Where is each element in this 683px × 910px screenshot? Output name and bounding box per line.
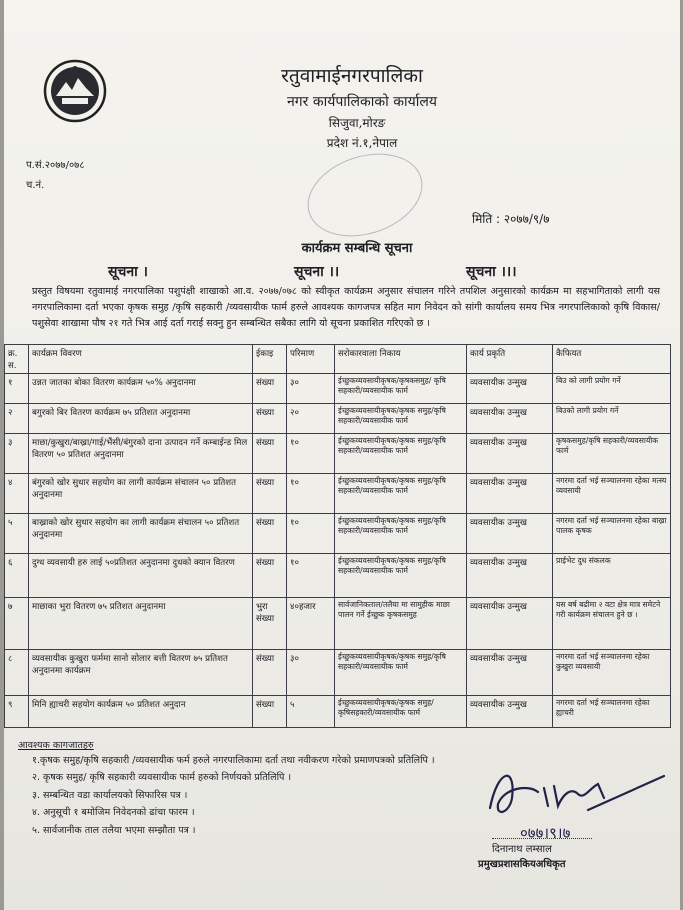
notice-document [4,0,680,910]
list-item: १.कृषक समुह/कृषि सहकारी /व्यवसायीक फर्म हरुले नगरपालिकामा दर्ता तथा नवीकरण गरेको प्रमाणपत्रको प्रतिलिपि । [32,755,435,766]
program-cell: दुग्ध व्यवसायी हरु लाई ५०प्रतिशत अनुदानमा दुधको क्यान वितरण [29,554,253,598]
serial-cell: ३ [5,434,29,474]
column-header: क्र. स. [5,345,29,374]
stakeholder-cell: ईच्छुकव्यवसायीकृषक/कृषकसमुह/ कृषि सहकारी/व्यवसायीक फार्म [335,374,467,404]
serial-cell: ७ [5,598,29,650]
column-header: कैफियत [553,345,671,374]
column-header: सरोकारवाला निकाय [335,345,467,374]
notice-subject: कार्यक्रम सम्बन्धि सूचना [301,241,413,256]
unit-cell: संख्या [253,650,287,696]
serial-cell: ४ [5,474,29,514]
table-row [5,374,671,404]
nature-cell: व्यवसायीक उन्मुख [467,474,553,514]
quantity-cell: १० [287,554,335,598]
unit-cell: संख्या [253,374,287,404]
column-header: ईकाइ [253,345,287,374]
serial-cell: २ [5,404,29,434]
unit-cell: संख्या [253,474,287,514]
table-row [5,434,671,474]
requirements-list [32,752,435,839]
quantity-cell: २० [287,404,335,434]
quantity-cell: १० [287,514,335,554]
table-row [5,598,671,650]
remark-cell: नगरमा दर्ता भई सञ्चालनमा रहेका बाख्रा पालक कृषक [553,514,671,554]
program-cell: उन्नत जातका बोका वितरण कार्यक्रम ५०% अनुदानमा [29,374,253,404]
stakeholder-cell: ईच्छुकव्यवसायीकृषक/कृषक समुह/कृषि सहकारी/व्यवसायीक फार्म [335,554,467,598]
stakeholder-cell: ईच्छुकव्यवसायीकृषक/कृषक समुह/कृषि सहकारी/व्यवसायीक फार्म [335,650,467,696]
remark-cell: नगरमा दर्ता भई सञ्चालनमा रहेका ह्याचरी [553,696,671,728]
stakeholder-cell: ईच्छुकव्यवसायीकृषक/कृषक समुह/कृषि सहकारी/व्यवसायीक फार्म [335,404,467,434]
column-header: कार्यक्रम विवरण [29,345,253,374]
serial-cell: ९ [5,696,29,728]
unit-cell: संख्या [253,554,287,598]
signature [468,748,668,848]
serial-cell: ६ [5,554,29,598]
handwritten-date: ०७७।९।७ [520,824,571,842]
program-cell: बगुरको बिर वितरण कार्यक्रम ७५ प्रतिशत अनुदानमा [29,404,253,434]
column-header: परिमाण [287,345,335,374]
notice-word-2: सूचना ।। [294,264,340,280]
list-item: ४. अनुसूची १ बमोजिम निवेदनको ढांचा फारम । [32,807,195,819]
nature-cell: व्यवसायीक उन्मुख [467,404,553,434]
program-table [4,344,671,728]
notice-word-1: सूचना । [108,264,148,280]
table-row [5,650,671,696]
stakeholder-cell: ईच्छुकव्यवसायीकृषक/कृषक समुह/कृषिसहकारी/व्यवसायीक फार्म [335,696,467,728]
unit-cell: संख्या [253,404,287,434]
remark-cell: प्राईभेट दुध संकलक [553,554,671,598]
program-cell: माछाका भुरा वितरण ७५ प्रतिशत अनुदानमा [29,598,253,650]
unit-cell: भुरा संख्या [253,598,287,650]
quantity-cell: १० [287,434,335,474]
stakeholder-cell: सार्वजानिकताल/तलैया मा सामुहीक माछा पालन गर्ने ईच्छुक कृषकसमुह [335,598,467,650]
nature-cell: व्यवसायीक उन्मुख [467,650,553,696]
quantity-cell: ३० [287,374,335,404]
table-row [5,404,671,434]
table-row [5,514,671,554]
quantity-cell: ३० [287,650,335,696]
remark-cell: नगरमा दर्ता भई सञ्चालनमा रहेका मत्स्य व्यवसायी [553,474,671,514]
office-name: नगर कार्यपालिकाको कार्यालय [287,94,437,110]
reference-block [26,156,85,196]
notice-word-3: सूचना ।।। [466,264,517,280]
unit-cell: संख्या [253,514,287,554]
remark-cell: बिउको लागी प्रयोग गर्ने [553,404,671,434]
table-row [5,474,671,514]
office-location: सिजुवा,मोरङ [328,116,386,130]
table-header-row [5,345,671,374]
office-stamp [297,140,433,251]
remark-cell: बिउ को लागी प्रयोग गर्ने [553,374,671,404]
quantity-cell: ५ [287,696,335,728]
notice-body: प्रस्तुत विषयमा रतुवामाई नगरपालिका पशुपंक्षी शाखाको आ.व. २०७७/०७८ को स्वीकृत कार्यक्रम अनुसार संचालन गरिने तपशिल अनुसारको कार्यक्रम मा सहभागिताको लागी यस नगरपालिकामा दर्ता भएका कृषक समुह /कृषि सहकारी /व्यवसायीक फार्म हरुले आवश्यक कागजपत्र सहित माग निवेदन को सांगी कार्यालय समय भित्र नगरपालिकाको कृषि विकास/पशुसेवा शाखामा पौष २१ गते भित्र आई दर्ता गराई सक्नु हुन सम्बन्धित सबैका लागि यो सूचना प्रकाशित गरिएको छ । [32,286,660,329]
list-item: ५. सार्वजानीक ताल तलैया भएमा सम्झौता पत्र । [32,824,196,836]
nature-cell: व्यवसायीक उन्मुख [467,434,553,474]
serial-cell: ८ [5,650,29,696]
quantity-cell: ४०हजार [287,598,335,650]
stakeholder-cell: ईच्छुकव्यवसायीकृषक/कृषक समुह/कृषि सहकारी/व्यवसायीक फार्म [335,514,467,554]
unit-cell: संख्या [253,696,287,728]
nature-cell: व्यवसायीक उन्मुख [467,554,553,598]
requirements-title: आवश्यक कागजातहरु [18,740,94,751]
serial-cell: ५ [5,514,29,554]
list-item: २. कृषक समुह/ कृषि सहकारी व्यवसायीक फार्म हरुको निर्णयको प्रतिलिपि । [32,772,292,784]
list-item: ३. सम्बन्धित वडा कार्यालयको सिफारिस पत्र । [32,789,188,801]
serial-cell: १ [5,374,29,404]
quantity-cell: १० [287,474,335,514]
signatory-name: दिनानाथ लम्साल [492,838,592,855]
table-row [5,554,671,598]
program-cell: बाख्राको खोर सुधार सहयोग का लागी कार्यक्रम संचालन ५० प्रतिशत अनुदानमा [29,514,253,554]
nature-cell: व्यवसायीक उन्मुख [467,514,553,554]
unit-cell: संख्या [253,434,287,474]
column-header: कार्य प्रकृति [467,345,553,374]
nature-cell: व्यवसायीक उन्मुख [467,696,553,728]
letter-number: प.सं.२०७७/०७८ [26,160,85,171]
nature-cell: व्यवसायीक उन्मुख [467,598,553,650]
table-row [5,696,671,728]
dispatch-number: च.नं. [26,180,45,191]
municipality-name: रतुवामाईनगरपालिका [281,65,423,87]
program-cell: व्यवसायीक कुखुरा फर्ममा सानो सोलार बत्ती वितरण ७५ प्रतिशत अनुदानमा कार्यक्रम [29,650,253,696]
program-cell: मिनि ह्याचरी सहयोग कार्यक्रम ५० प्रतिशत अनुदान [29,696,253,728]
stakeholder-cell: ईच्छुकव्यवसायीकृषक/कृषक समुह/कृषि सहकारी/व्यवसायीक फार्म [335,434,467,474]
program-cell: बंगुरको खोर सुधार सहयोग का लागी कार्यक्रम संचालन ५० प्रतिशत अनुदानमा [29,474,253,514]
province: प्रदेश नं.१,नेपाल [326,136,398,150]
remark-cell: नगरमा दर्ता भई सञ्चालनमा रहेका कुखुरा व्यवसायी [553,650,671,696]
signatory-title: प्रमुखप्रशासकियअधिकृत [478,859,566,870]
stakeholder-cell: ईच्छुकव्यवसायीकृषक/कृषक समुह/कृषि सहकारी/व्यवसायीक फार्म [335,474,467,514]
remark-cell: यस बर्ष बढीमा २ वटा क्षेत्र मात्र समेटने गरी कार्यक्रम संचालन हुने छ । [553,598,671,650]
remark-cell: कृषकसमुह/कृषि सहकारी/व्यवसायीक फार्म [553,434,671,474]
nature-cell: व्यवसायीक उन्मुख [467,374,553,404]
notice-date: मिति : २०७७/९/७ [472,212,550,226]
program-cell: माछा/कुखुरा/बाख्रा/गाई/भैंसी/बंगुरको दाना उत्पादन गर्ने कम्बाईन्ड मिल वितरण ५० प्रतिशत अनुदानमा [29,434,253,474]
